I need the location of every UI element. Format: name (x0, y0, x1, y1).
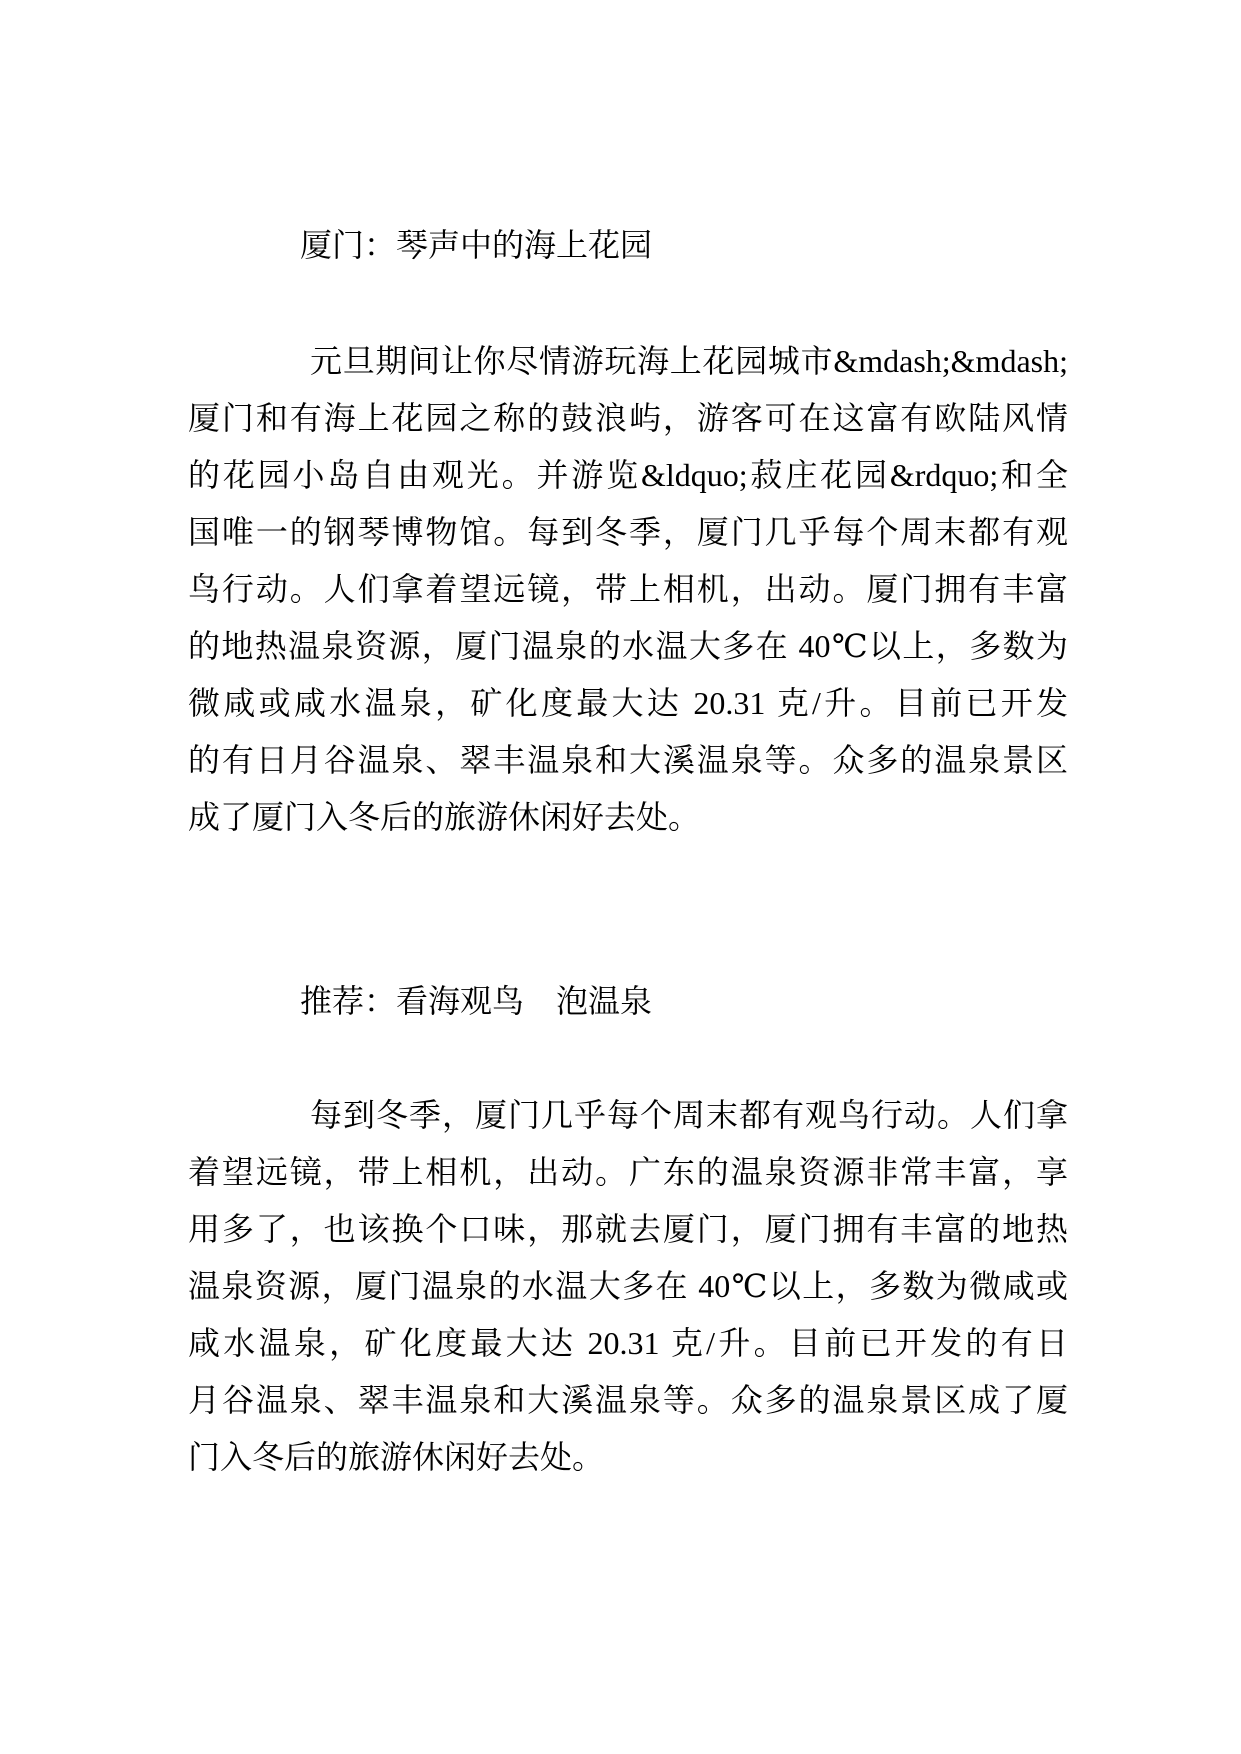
text-line: 用多了，也该换个口味，那就去厦门，厦门拥有丰富的地热 (188, 1211, 1068, 1247)
text-line: 的地热温泉资源，厦门温泉的水温大多在 40℃以上，多数为 (188, 628, 1068, 664)
text-line: 鸟行动。人们拿着望远镜，带上相机，出动。厦门拥有丰富 (188, 571, 1068, 607)
text-line: 门入冬后的旅游休闲好去处。 (188, 1439, 605, 1475)
text-line: 厦门和有海上花园之称的鼓浪屿，游客可在这富有欧陆风情 (188, 400, 1068, 436)
text-line: 温泉资源，厦门温泉的水温大多在 40℃以上，多数为微咸或 (188, 1268, 1068, 1304)
text-line: 的有日月谷温泉、翠丰温泉和大溪温泉等。众多的温泉景区 (188, 742, 1068, 778)
document-title: 厦门：琴声中的海上花园 (300, 227, 653, 263)
text-line: 咸水温泉，矿化度最大达 20.31 克/升。目前已开发的有日 (188, 1325, 1068, 1361)
text-line: 月谷温泉、翠丰温泉和大溪温泉等。众多的温泉景区成了厦 (188, 1382, 1068, 1418)
text-line: 着望远镜，带上相机，出动。广东的温泉资源非常丰富，享 (188, 1154, 1068, 1190)
text-line: 国唯一的钢琴博物馆。每到冬季，厦门几乎每个周末都有观 (188, 514, 1068, 550)
text-line: 的花园小岛自由观光。并游览&ldquo;菽庄花园&rdquo;和全 (188, 457, 1068, 493)
text-line: 微咸或咸水温泉，矿化度最大达 20.31 克/升。目前已开发 (188, 685, 1068, 721)
text-line: 每到冬季，厦门几乎每个周末都有观鸟行动。人们拿 (310, 1097, 1068, 1133)
section-heading: 推荐：看海观鸟 泡温泉 (300, 983, 653, 1019)
paragraph (188, 333, 1068, 846)
paragraph (188, 1087, 1068, 1486)
document-content (188, 0, 1068, 1486)
text-line: 成了厦门入冬后的旅游休闲好去处。 (188, 799, 701, 835)
text-line: 元旦期间让你尽情游玩海上花园城市&mdash;&mdash; (310, 343, 1068, 379)
